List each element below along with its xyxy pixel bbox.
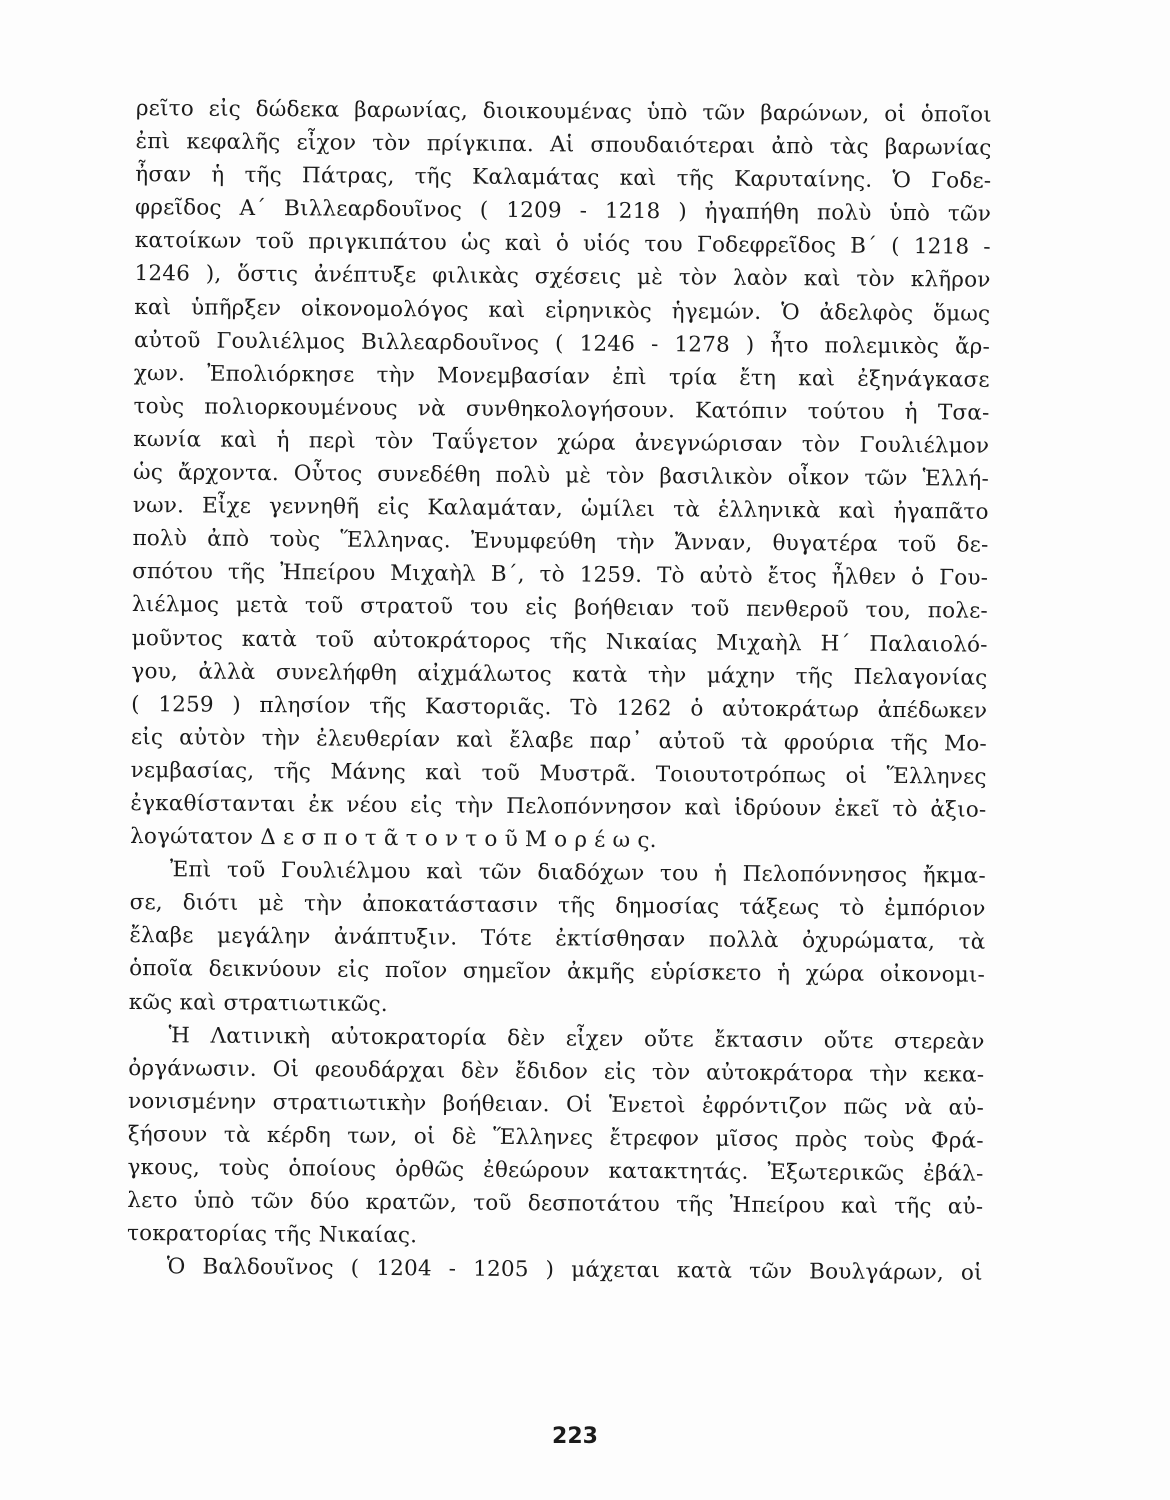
text-line: καὶ ὑπῆρξεν οἰκονομολόγος καὶ εἰρηνικὸς ἡγεμών. Ὁ ἀδελφὸς ὅμως <box>134 294 991 327</box>
text-line: ὡς ἄρχοντα. Οὗτος συνεδέθη πολὺ μὲ τὸν βασιλικὸν οἶκον τῶν Ἑλλή- <box>132 460 990 492</box>
text-line: Ἐπὶ τοῦ Γουλιέλμου καὶ τῶν διαδόχων του ἡ Πελοπόννησος ἤκμα- <box>169 857 986 889</box>
text-line: Ὁ Βαλδουῖνος ( 1204 - 1205 ) μάχεται κατὰ τῶν Βουλγάρων, οἱ <box>166 1254 983 1286</box>
text-line: γκους, τοὺς ὁποίους ὀρθῶς ἐθεώρουν κατακτητάς. Ἐξωτερικῶς ἐβάλ- <box>127 1154 984 1187</box>
text-line: κωνία καὶ ἡ περὶ τὸν Ταΰγετον χώρα ἀνεγνώρισαν τὸν Γουλιέλμον <box>133 426 990 459</box>
text-line: τοκρατορίας τῆς Νικαίας. <box>126 1221 418 1249</box>
text-line: ὁποῖα δεικνύουν εἰς ποῖον σημεῖον ἀκμῆς εὑρίσκετο ἡ χώρα οἰκονομι- <box>129 956 986 989</box>
text-line: νονισμένην στρατιωτικὴν βοήθειαν. Οἱ Ἑνετοὶ ἐφρόντιζον πῶς νὰ αὐ- <box>127 1088 985 1121</box>
text-line: μοῦντος κατὰ τοῦ αὐτοκράτορος τῆς Νικαίας Μιχαὴλ Η΄ Παλαιολό- <box>131 625 988 658</box>
text-line: τοὺς πολιορκουμένους νὰ συνθηκολογήσουν. Κατόπιν τούτου ἡ Τσα- <box>133 393 990 426</box>
text-line: ἐγκαθίστανται ἐκ νέου εἰς τὴν Πελοπόννησον καὶ ἱδρύουν ἐκεῖ τὸ ἀξιο- <box>130 790 987 823</box>
text-line: αὐτοῦ Γουλιέλμος Βιλλεαρδουῖνος ( 1246 - 1278 ) ἦτο πολεμικὸς ἄρ- <box>133 327 991 360</box>
text-line: χων. Ἐπολιόρκησε τὴν Μονεμβασίαν ἐπὶ τρία ἔτη καὶ ἐξηνάγκασε <box>133 360 990 393</box>
text-line: Ἡ Λατινικὴ αὐτοκρατορία δὲν εἶχεν οὔτε ἔκτασιν οὔτε στερεὰν <box>168 1022 985 1055</box>
text-line: νεμβασίας, τῆς Μάνης καὶ τοῦ Μυστρᾶ. Τοιουτοτρόπως οἱ Ἕλληνες <box>130 757 987 790</box>
text-line: σπότου τῆς Ἠπείρου Μιχαὴλ Β΄, τὸ 1259. Τὸ αὐτὸ ἔτος ἦλθεν ὁ Γου- <box>132 559 989 592</box>
text-line: γου, ἀλλὰ συνελήφθη αἰχμάλωτος κατὰ τὴν μάχην τῆς Πελαγονίας <box>131 658 988 691</box>
text-line: σε, διότι μὲ τὴν ἀποκατάστασιν τῆς δημοσίας τάξεως τὸ ἐμπόριον <box>129 890 986 922</box>
text-line: φρεῖδος Α΄ Βιλλεαρδουῖνος ( 1209 - 1218 ) ἠγαπήθη πολὺ ὑπὸ τῶν <box>134 195 992 228</box>
text-line: ἐπὶ κεφαλῆς εἶχον τὸν πρίγκιπα. Αἱ σπουδαιότεραι ἀπὸ τὰς βαρωνίας <box>135 129 992 161</box>
text-line: ὀργάνωσιν. Οἱ φεουδάρχαι δὲν ἔδιδον εἰς τὸν αὐτοκράτορα τὴν κεκα- <box>128 1055 985 1088</box>
text-line: ἔλαβε μεγάλην ἀνάπτυξιν. Τότε ἐκτίσθησαν πολλὰ ὀχυρώματα, τὰ <box>129 923 986 956</box>
text-line: ἦσαν ἡ τῆς Πάτρας, τῆς Καλαμάτας καὶ τῆς Καρυταίνης. Ὁ Γοδε- <box>135 162 992 194</box>
body-text <box>127 92 992 1290</box>
text-line: λογώτατον Δ ε σ π ο τ ᾶ τ ο ν τ ο ῦ Μ ο ρ έ ω ς. <box>130 824 657 854</box>
text-line: ξήσουν τὰ κέρδη των, οἱ δὲ Ἕλληνες ἔτρεφον μῖσος πρὸς τοὺς Φρά- <box>127 1121 984 1154</box>
text-line: ρεῖτο εἰς δώδεκα βαρωνίας, διοικουμένας ὑπὸ τῶν βαρώνων, οἱ ὁποῖοι <box>135 95 992 128</box>
text-line: πολὺ ἀπὸ τοὺς Ἕλληνας. Ἐνυμφεύθη τὴν Ἄνναν, θυγατέρα τοῦ δε- <box>132 526 989 558</box>
text-line: ( 1259 ) πλησίον τῆς Καστοριᾶς. Τὸ 1262 ὁ αὐτοκράτωρ ἀπέδωκεν <box>131 691 988 724</box>
text-line: λιέλμος μετὰ τοῦ στρατοῦ του εἰς βοήθειαν τοῦ πενθεροῦ του, πολε- <box>131 592 989 625</box>
text-line: νων. Εἶχε γεννηθῆ εἰς Καλαμάταν, ὡμίλει τὰ ἑλληνικὰ καὶ ἠγαπᾶτο <box>132 493 989 525</box>
text-line: κατοίκων τοῦ πριγκιπάτου ὡς καὶ ὁ υἱός του Γοδεφρεῖδος Β΄ ( 1218 - <box>134 228 991 261</box>
text-line: κῶς καὶ στρατιωτικῶς. <box>128 989 388 1017</box>
text-line: 1246 ), ὅστις ἀνέπτυξε φιλικὰς σχέσεις μὲ τὸν λαὸν καὶ τὸν κλῆρον <box>134 261 991 294</box>
page-number: 223 <box>552 1424 598 1449</box>
text-line: λετο ὑπὸ τῶν δύο κρατῶν, τοῦ δεσποτάτου τῆς Ἠπείρου καὶ τῆς αὐ- <box>127 1188 984 1220</box>
text-line: εἰς αὐτὸν τὴν ἐλευθερίαν καὶ ἔλαβε παρ᾿ αὐτοῦ τὰ φρούρια τῆς Μο- <box>130 724 988 757</box>
